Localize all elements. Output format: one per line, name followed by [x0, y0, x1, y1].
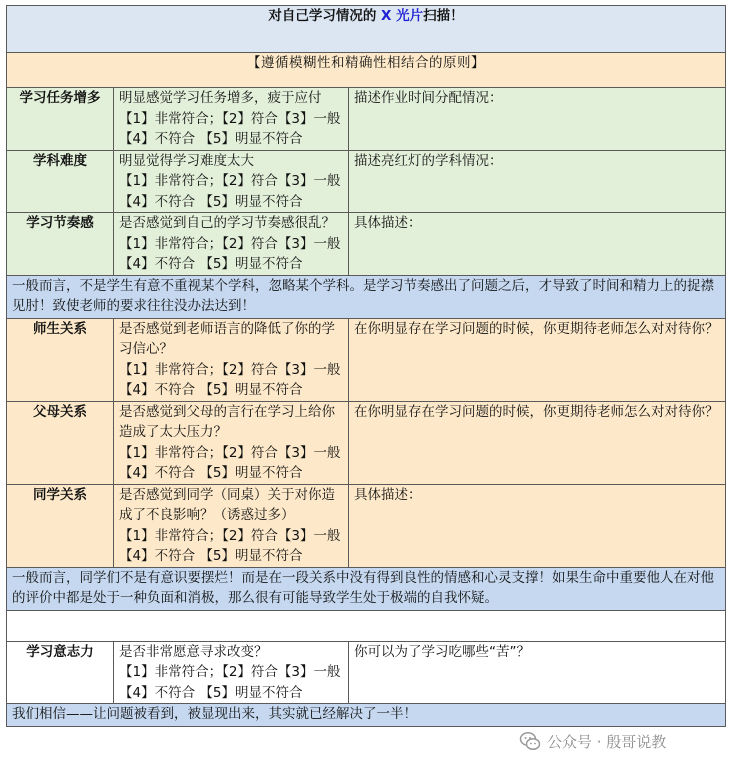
options-line1: 【1】非常符合；【2】符合【3】一般 [119, 173, 341, 189]
detail-difficulty: 描述亮红灯的学科情况： [349, 150, 726, 213]
category-will: 学习意志力 [7, 641, 114, 704]
title-row [7, 6, 726, 53]
detail-task: 描述作业时间分配情况： [349, 88, 726, 151]
question-cell-difficulty [114, 150, 349, 213]
question-cell-task [114, 88, 349, 151]
section-row-will [7, 641, 726, 704]
section-row-teacher [7, 318, 726, 401]
question-cell-teacher [114, 318, 349, 401]
survey-table [6, 5, 726, 727]
note-3: 我们相信——让问题被看到，被显现出来，其实就已经解决了一半！ [7, 704, 726, 727]
note-row-3 [7, 704, 726, 727]
question-rhythm: 是否感觉到自己的学习节奏感很乱？【1】非常符合；【2】符合【3】一般【4】不符合 【5】明显不符合 [114, 213, 349, 276]
options-line1: 【1】非常符合；【2】符合【3】一般 [119, 527, 341, 544]
category-parents: 父母关系 [7, 401, 114, 484]
question-cell-will [114, 641, 349, 704]
note-1: 一般而言，不是学生有意不重视某个学科，忽略某个学科。是学习节奏感出了问题之后，才导致了时间和精力上的捉襟见肘！致使老师的要求往往没办法达到！ [7, 275, 726, 318]
note-row-2 [7, 567, 726, 610]
question-teacher: 是否感觉到老师语言的降低了你的学习信心？ [119, 320, 335, 357]
options-line1: 【1】非常符合；【2】符合【3】一般 [119, 110, 341, 127]
category-difficulty: 学科难度 [7, 150, 114, 213]
options-line2: 【4】不符合 【5】明显不符合 [119, 684, 303, 701]
wechat-icon [519, 730, 541, 752]
options-line2: 【4】不符合 【5】明显不符合 [119, 548, 303, 564]
options-line2: 【4】不符合 【5】明显不符合 [119, 382, 303, 398]
category-teacher: 师生关系 [7, 318, 114, 401]
category-rhythm: 学习节奏感 [7, 213, 114, 276]
options-line1: 【1】非常符合；【2】符合【3】一般 [119, 664, 341, 680]
options-line1: 【1】非常符合；【2】符合【3】一般 [119, 361, 341, 378]
question-task: 明显感觉学习任务增多，疲于应付 [119, 90, 322, 106]
watermark [519, 728, 666, 754]
question-cell-parents [114, 401, 349, 484]
title-highlight: X 光片 [381, 8, 424, 24]
question-difficulty: 明显觉得学习难度太大 [119, 152, 254, 169]
options-line2: 【4】不符合 【5】明显不符合 [119, 465, 303, 481]
options-line1: 【1】非常符合；【2】符合【3】一般 [119, 444, 341, 461]
empty-row [7, 610, 726, 641]
page-title: 对自己学习情况的 X 光片扫描！ [7, 6, 726, 53]
question-cell-classmates [114, 484, 349, 567]
options-line2: 【4】不符合 【5】明显不符合 [119, 131, 303, 147]
principle-text: 【遵循模糊性和精确性相结合的原则】 [7, 53, 726, 88]
detail-parents: 在你明显存在学习问题的时候，你更期待老师怎么对对待你？ [349, 401, 726, 484]
category-task: 学习任务增多 [7, 88, 114, 151]
options-line2: 【4】不符合 【5】明显不符合 [119, 193, 303, 210]
detail-rhythm: 具体描述： [349, 213, 726, 276]
empty-cell [7, 610, 726, 641]
section-row-task [7, 88, 726, 151]
principle-row [7, 53, 726, 88]
detail-teacher: 在你明显存在学习问题的时候，你更期待老师怎么对对待你？ [349, 318, 726, 401]
detail-classmates: 具体描述： [349, 484, 726, 567]
section-row-classmates [7, 484, 726, 567]
question-classmates: 是否感觉到同学（同桌）关于对你造成了不良影响？（诱惑过多） [119, 486, 335, 523]
detail-will: 你可以为了学习吃哪些“苦”？ [349, 641, 726, 704]
note-2: 一般而言，同学们不是有意识要摆烂！而是在一段关系中没有得到良性的情感和心灵支撑！如果生命中重要他人在对他的评价中都是处于一种负面和消极，那么很有可能导致学生处于极端的自我怀疑。 [7, 567, 726, 610]
section-row-difficulty [7, 150, 726, 213]
question-parents: 是否感觉到父母的言行在学习上给你造成了太大压力？ [119, 403, 335, 440]
category-classmates: 同学关系 [7, 484, 114, 567]
section-row-parents [7, 401, 726, 484]
question-will: 是否非常愿意寻求改变？ [119, 643, 268, 660]
section-row-rhythm [7, 213, 726, 276]
watermark-text: 公众号 · 殷哥说教 [547, 732, 667, 751]
note-row-1 [7, 275, 726, 318]
